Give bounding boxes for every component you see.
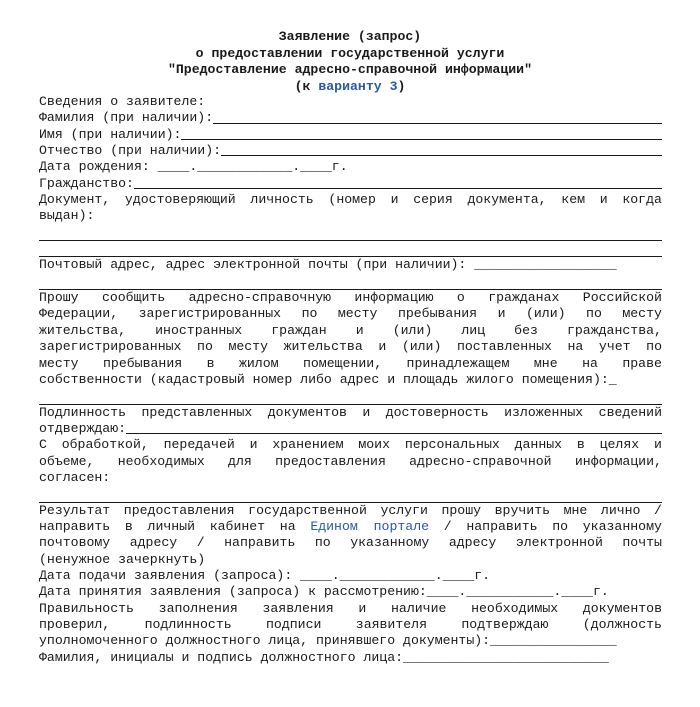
word: (или) <box>392 322 433 338</box>
word: Российской <box>582 290 662 306</box>
word: жительства, <box>39 322 127 338</box>
official-signature-field[interactable]: Фамилия, инициалы и подпись должностного лица:__________________________ <box>39 649 609 665</box>
word: наличие <box>391 600 447 616</box>
word: зарегистрированных <box>138 306 282 322</box>
word: подтверждаю <box>461 617 549 632</box>
word: предоставления <box>275 453 386 469</box>
word: по <box>646 339 662 355</box>
word: без <box>514 322 538 338</box>
document-label-end: выдан): <box>39 208 95 224</box>
word: жительства <box>283 339 363 355</box>
result-line <box>39 535 662 551</box>
word: адресу <box>448 535 497 551</box>
authenticity-signature-blank[interactable] <box>126 421 662 434</box>
variant-reference: (к варианту 3) <box>294 78 406 94</box>
word: заявителя <box>355 617 428 632</box>
word: / <box>443 518 452 534</box>
word: пребывания <box>103 355 183 371</box>
word: по <box>301 306 318 322</box>
form-body <box>39 94 662 666</box>
word: подлинность <box>144 617 232 632</box>
surname-field[interactable]: Фамилия (при наличии): <box>39 110 662 126</box>
word: и <box>497 306 506 322</box>
word: и <box>378 339 387 355</box>
word: Федерации, <box>39 306 119 322</box>
word: зарегистрированных <box>39 339 182 355</box>
word: передачей <box>163 437 235 453</box>
word: учет <box>598 339 631 355</box>
word: и <box>249 437 258 453</box>
word: предоставления <box>123 502 235 518</box>
word: месту <box>228 339 269 355</box>
word: сообщить <box>101 290 166 306</box>
word: хранением <box>272 437 344 453</box>
word: о <box>456 290 465 306</box>
word: моих <box>358 437 391 453</box>
word: месту <box>337 306 378 322</box>
consent-line <box>39 437 662 453</box>
word: услуги <box>380 502 428 518</box>
word: достоверность <box>385 404 489 420</box>
word: проверил, <box>39 617 111 632</box>
word: иностранных <box>155 322 243 338</box>
word: по <box>586 306 602 322</box>
name-field[interactable]: Имя (при наличии): <box>39 127 662 143</box>
word: и <box>362 404 371 420</box>
word: (или) <box>525 306 566 322</box>
word: адресно-справочной <box>409 453 552 469</box>
word: и <box>355 322 364 338</box>
result-line-portal <box>39 519 662 535</box>
word: подписи <box>266 617 322 632</box>
word: заполнения <box>158 600 238 616</box>
word: месту <box>39 355 79 371</box>
authenticity-confirm-field[interactable] <box>39 421 662 437</box>
word: личность <box>250 192 314 208</box>
word: праве <box>622 355 662 371</box>
word: документов <box>582 600 662 616</box>
official-position-field[interactable]: уполномоченного должностного лица, принявшего документы):________________ <box>39 633 617 649</box>
word: на <box>279 518 296 534</box>
acceptance-date-field[interactable]: Дата принятия заявления (запроса) к рассмотрению:____.___________.____г. <box>39 584 609 600</box>
consent-label: согласен: <box>39 469 111 485</box>
word: по <box>314 535 331 551</box>
word: и <box>358 600 367 616</box>
word: необходимых <box>117 453 205 469</box>
word: личный <box>147 518 196 534</box>
word: мне <box>563 502 588 518</box>
citizenship-blank[interactable] <box>134 176 662 189</box>
request-line <box>39 306 662 322</box>
word: обработкой, <box>61 437 149 453</box>
service-name: "Предоставление адресно-справочной информации" <box>167 62 533 78</box>
word: принадлежащем <box>406 355 510 371</box>
word: необходимых <box>471 600 559 616</box>
applicant-section-title: Сведения о заявителе: <box>39 94 206 109</box>
word: жилом <box>238 355 279 371</box>
word: Документ, <box>39 192 111 208</box>
consent-line <box>39 454 662 470</box>
strike-note: (ненужное зачеркнуть) <box>39 551 206 567</box>
word: гражданства, <box>566 322 662 338</box>
form-header <box>0 29 700 95</box>
word: государственной <box>248 502 367 518</box>
birth-date-field[interactable]: Дата рождения: ____.____________.____г. <box>39 159 348 175</box>
word: в <box>124 518 133 534</box>
word: удостоверяющий <box>124 192 236 208</box>
word: направить <box>39 518 111 534</box>
authenticity-line <box>39 405 662 421</box>
word: Правильность <box>39 600 134 616</box>
word: (номер <box>328 192 376 208</box>
word: граждан <box>271 322 327 338</box>
request-line <box>39 290 662 306</box>
word: персональных <box>404 437 500 453</box>
word: и <box>599 192 608 208</box>
word: изложенных <box>504 404 584 420</box>
word: пребывания <box>397 306 478 322</box>
word: лиц <box>461 322 486 338</box>
word: мне <box>533 355 558 371</box>
request-line <box>39 356 662 372</box>
property-field[interactable]: собственности (кадастровый номер либо адрес и площадь жилого помещения):_ <box>39 371 617 387</box>
word: информации, <box>574 453 662 469</box>
word: документов <box>267 404 347 420</box>
citizenship-field[interactable]: Гражданство: <box>39 176 662 192</box>
name-blank[interactable] <box>181 127 662 140</box>
word: Прошу <box>39 290 79 306</box>
submission-date-field[interactable]: Дата подачи заявления (запроса): ____.____________.____г. <box>39 567 491 583</box>
word: прошу <box>441 502 482 518</box>
postal-address-field[interactable]: Почтовый адрес, адрес электронной почты (при наличии): __________________ <box>39 257 617 273</box>
word: электронной <box>515 535 603 551</box>
word: вручить <box>494 502 551 518</box>
word: информацию <box>354 290 434 306</box>
word: почты <box>622 535 662 551</box>
word: в <box>206 355 215 371</box>
word: поставленных <box>456 339 552 355</box>
word: месту <box>622 306 662 322</box>
word: адресно-справочную <box>188 290 332 306</box>
word: документа, <box>467 192 547 208</box>
verification-line <box>39 601 662 617</box>
word: Подлинность <box>39 404 127 420</box>
document-blank-1[interactable] <box>39 225 662 241</box>
consent-signature-blank[interactable] <box>39 486 662 502</box>
patronymic-field[interactable]: Отчество (при наличии): <box>39 143 662 159</box>
word: серия <box>413 192 453 208</box>
word: кабинет <box>209 518 266 534</box>
request-line <box>39 323 662 339</box>
document-blank-2[interactable] <box>39 241 662 257</box>
unified-portal-link[interactable]: Едином портале <box>310 518 430 534</box>
variant-link[interactable]: варианту 3 <box>318 78 398 94</box>
word: когда <box>622 192 662 208</box>
word: для <box>228 453 252 469</box>
word: и <box>653 437 662 453</box>
form-subtitle: о предоставлении государственной услуги <box>195 45 505 61</box>
word: почтовому <box>39 535 111 551</box>
word: (должность <box>582 617 662 632</box>
verification-line <box>39 617 662 633</box>
word: гражданах <box>488 290 560 306</box>
word: и <box>390 192 399 208</box>
patronymic-blank[interactable] <box>221 143 662 156</box>
word: заявления <box>262 600 334 616</box>
word: данных <box>514 437 563 453</box>
word: в <box>576 437 585 453</box>
word: указанному <box>350 535 430 551</box>
document-label <box>39 192 662 208</box>
word: адресу <box>129 535 178 551</box>
word: С <box>39 437 47 453</box>
result-line <box>39 503 662 519</box>
authenticity-confirm-label: отдверждаю: <box>39 420 127 436</box>
word: объеме, <box>39 453 95 469</box>
word: на <box>567 339 584 355</box>
word: / <box>196 535 205 551</box>
request-line <box>39 339 662 355</box>
word: по <box>197 339 213 355</box>
word: на <box>582 355 598 371</box>
word: целях <box>599 437 640 453</box>
word: указанному <box>582 518 662 534</box>
surname-blank[interactable] <box>213 110 662 123</box>
word: представленных <box>141 404 253 420</box>
word: направить <box>224 535 296 551</box>
form-title: Заявление (запрос) <box>278 29 422 44</box>
word: по <box>552 518 569 534</box>
word: сведений <box>598 404 662 420</box>
word: помещении, <box>302 355 383 371</box>
word: лично <box>600 502 641 518</box>
word: направить <box>466 518 538 534</box>
property-blank[interactable] <box>39 388 662 404</box>
word: (или) <box>401 339 442 355</box>
word: Результат <box>39 502 111 518</box>
word: / <box>654 502 662 518</box>
word: кем <box>561 192 586 208</box>
